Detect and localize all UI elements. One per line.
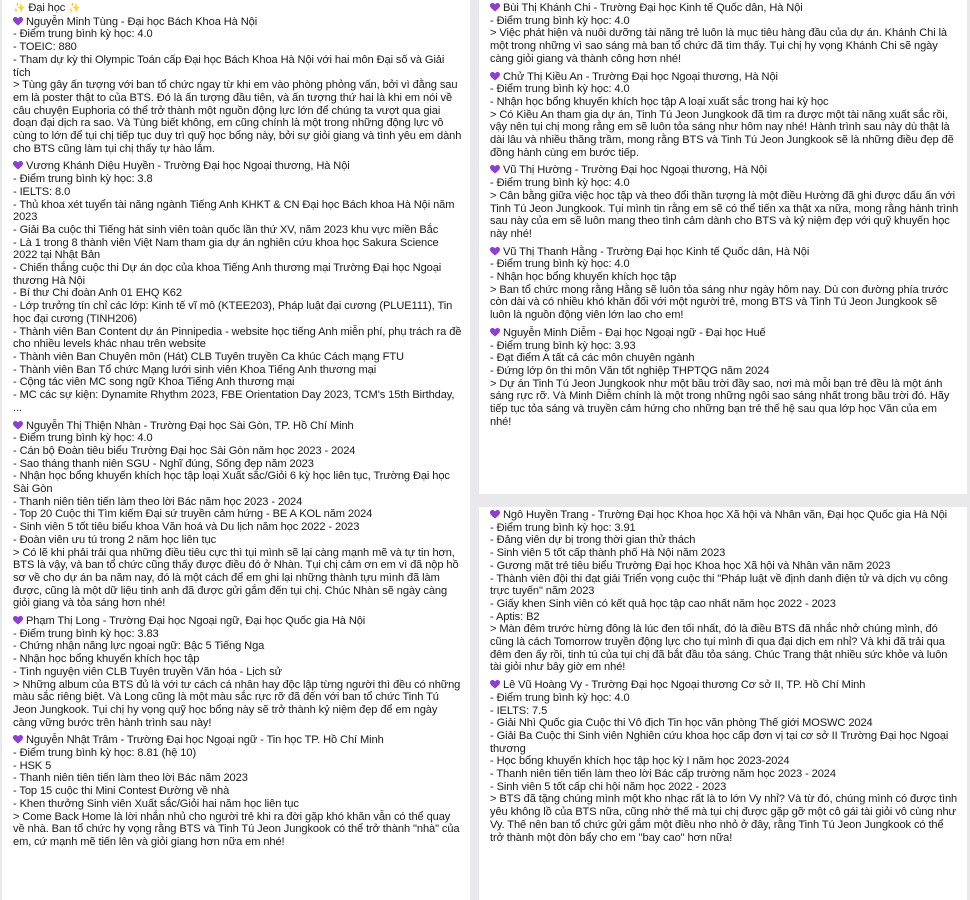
scholar-achievement: - Đứng lớp ôn thi môn Văn tốt nghiệp THPTQG năm 2024 [490, 364, 770, 377]
section-heading [13, 2, 462, 16]
scholar-message: > Có Kiều An tham gia dự án, Tinh Tú Jeon Jungkook đã tìm ra được một tài năng xuất sắc rồi, vậy nên tụi chị mong rằng em sẽ luôn tỏa sáng như hôm nay nhé! Hành trình sau này dù thật là dài lâu và nhiều thăng trầm, mong rằng BTS và Tinh Tú Jeon Jungkook sẽ là những điều đẹp đẽ đồng hành cùng em bước tiếp. [490, 108, 954, 159]
purple-heart-icon [13, 616, 23, 625]
scholar-achievement: - Giải Nhì Quốc gia Cuộc thi Vô địch Tin học văn phòng Thế giới MOSWC 2024 [490, 717, 873, 730]
scholar-name-line [13, 734, 462, 747]
scholar-message: > Ban tổ chức mong rằng Hằng sẽ luôn tỏa sáng như ngày hôm nay. Dù con đường phía trước còn dài và có nhiều khó khăn đối với một người trẻ, mong BTS và Tinh Tú Jeon Jungkook sẽ luôn là nguồn động viên lớn lao cho em! [490, 283, 949, 322]
purple-heart-icon [490, 510, 500, 519]
scholar-name-line [490, 679, 959, 692]
scholar-achievement: - Thanh niên tiên tiến làm theo lời Bác cấp trường năm học 2023 - 2024 [490, 768, 836, 781]
scholar-name: Nguyễn Minh Diễm - Đại học Ngoại ngữ - Đại học Huế [503, 326, 766, 339]
scholar-achievement: - Điểm trung bình kỳ học: 3.91 [490, 521, 636, 534]
scholar-achievement: - Thành viên Ban Tổ chức Mạng lưới sinh viên Khoa Tiếng Anh thương mại [13, 363, 377, 376]
scholar-achievement: - Gương mặt trẻ tiêu biểu Trường Đại học Khoa học Xã hội và Nhân văn năm 2023 [490, 559, 891, 572]
scholar-achievement: - Đoàn viên ưu tú trong 2 năm học liên tục [13, 533, 217, 546]
right-top-post-panel [479, 0, 967, 494]
purple-heart-icon [13, 17, 23, 26]
scholar-name: Lê Vũ Hoàng Vy - Trường Đại học Ngoại thương Cơ sở II, TP. Hồ Chí Minh [503, 679, 866, 692]
scholar-name: Phạm Thị Long - Trường Đại học Ngoại ngữ, Đại học Quốc gia Hà Nội [26, 615, 366, 628]
scholar-achievement: - HSK 5 [13, 759, 52, 772]
scholar-name-line [13, 16, 462, 29]
purple-heart-icon [13, 421, 23, 430]
scholar-entry [490, 509, 959, 674]
scholar-entry [490, 164, 959, 240]
scholar-achievement: - Đạt điểm A tất cả các môn chuyên ngành [490, 352, 695, 365]
scholar-message: > Tùng gây ấn tượng với ban tổ chức ngay từ khi em vào phòng phỏng vấn, bởi vì đằng sau em là poster thật to của BTS. Đó là ấn tượng đầu tiên, và ấn tượng thứ hai là khi em nói về câu chuyện Euphoria có thể trở thành một nguồn động lực lớn để chúng ta vượt qua giai đoạn đại dịch ra sao. Và Tùng biết không, em cũng chính là một trong những động lực vô cùng to lớn để tụi chị tiếp tục duy trì quỹ học bổng này, bởi sự giỏi giang và tình yêu em dành cho BTS cũng làm tụi chị thấy tự hào lắm. [13, 79, 462, 155]
scholar-name: Nguyễn Thị Thiện Nhàn - Trường Đại học Sài Gòn, TP. Hồ Chí Minh [26, 419, 354, 432]
scholar-achievement: - Nhận học bổng khuyến khích học tập [490, 271, 677, 284]
scholar-entry [13, 16, 462, 156]
scholar-name: Ngô Huyền Trang - Trường Đại học Khoa học Xã hội và Nhân văn, Đại học Quốc gia Hà Nội [503, 509, 948, 521]
scholar-name-line [490, 71, 959, 84]
scholar-achievement: - Điểm trung bình kỳ học: 4.0 [13, 432, 153, 445]
scholar-name: Vũ Thị Thanh Hằng - Trường Đại học Kinh tế Quốc dân, Hà Nội [503, 245, 810, 258]
scholar-achievement: - Top 15 cuộc thi Mini Contest Đường về nhà [13, 785, 230, 798]
scholar-achievement: - Aptis: B2 [490, 610, 540, 623]
scholar-name: Nguyễn Minh Tùng - Đại học Bách Khoa Hà Nội [26, 15, 258, 28]
purple-heart-icon [490, 247, 500, 256]
purple-heart-icon [13, 735, 23, 744]
scholar-achievement: - Tình nguyện viên CLB Tuyên truyền Văn hóa - Lịch sử [13, 665, 282, 678]
scholar-achievement: - Khen thưởng Sinh viên Xuất sắc/Giỏi hai năm học liên tục [13, 797, 299, 810]
scholar-achievement: - Thành viên Ban Content dự án Pinnipedia - website học tiếng Anh miễn phí, phụ trách ra đề cho nhiều levels khác nhau trên website [13, 325, 462, 351]
scholar-entry [490, 327, 959, 429]
left-post-panel [2, 0, 470, 900]
scholar-message: > Cân bằng giữa việc học tập và theo đổi thần tượng là một điều Hường đã ghi được dấu ấn với Tinh Tú Jeon Jungkook. Tụi mình tin rằng em sẽ có thể tiến xa thật xa nữa, mong rằng hành trình sau này của em sẽ luôn mang theo tình cảm dành cho BTS và kỷ niệm đẹp với quỹ khuyến học này nhé! [490, 189, 959, 240]
scholar-achievement: - Nhận học bổng khuyến khích học tập [13, 653, 200, 666]
purple-heart-icon [490, 3, 500, 12]
scholar-name-line [13, 420, 462, 433]
scholar-name-line [490, 509, 959, 522]
scholar-entry [490, 246, 959, 322]
scholar-achievement: - Điểm trung bình kỳ học: 3.8 [13, 173, 153, 186]
scholar-entry [490, 679, 959, 844]
scholar-message: > Có lẽ khi phải trải qua những điều tiêu cực thì tụi mình sẽ lại càng mạnh mẽ và tự tin hơn, BTS là vậy, và ban tổ chức cũng thấy được điều đó ở Nhàn. Tụi chị cảm ơn em vì đã nộp hồ sơ về cho dự án ba năm nay, đó là một cách để em ghi lại những thành tựu mình đã làm được, cũng là một dữ liệu tinh anh đã được gửi gắm đến tụi chị. Chúc Nhàn sẽ ngày càng giỏi giang và tỏa sáng hơn nhé! [13, 546, 459, 610]
scholar-achievement: - Cộng tác viên MC song ngữ Khoa Tiếng Anh thương mại [13, 376, 295, 389]
scholar-achievement: - Điểm trung bình kỳ học: 8.81 (hệ 10) [13, 747, 197, 760]
scholar-name-line [490, 2, 959, 15]
scholar-name-line [13, 160, 462, 173]
right-bottom-entries [490, 509, 959, 844]
scholar-entry [13, 734, 462, 848]
scholar-achievement: - Tham dự kỳ thi Olympic Toán cấp Đại học Bách Khoa Hà Nội với hai môn Đại số và Giải tích [13, 53, 445, 79]
scholar-achievement: - Sinh viên 5 tốt tiêu biểu khoa Văn hoá và Du lịch năm học 2022 - 2023 [13, 521, 360, 534]
scholar-achievement: - Điểm trung bình kỳ học: 4.0 [490, 691, 630, 704]
scholar-entry [13, 160, 462, 414]
purple-heart-icon [490, 328, 500, 337]
left-entries [13, 16, 462, 849]
scholar-name: Chử Thị Kiều An - Trường Đại học Ngoại thương, Hà Nội [503, 70, 778, 83]
scholar-achievement: - Sinh viên 5 tốt cấp thành phố Hà Nội năm 2023 [490, 547, 726, 560]
purple-heart-icon [490, 165, 500, 174]
scholar-achievement: - Giải Ba Cuộc thi Sinh viên Nghiên cứu khoa học cấp đơn vị tại cơ sở II Trường Đại học Ngoại thương [490, 729, 949, 755]
scholar-name-line [490, 164, 959, 177]
scholar-message: > Màn đêm trước hừng đông là lúc đen tối nhất, đó là điều BTS đã nhắc nhở chúng mình, đó cũng là cách Tomorrow truyền động lực cho tụi mình đi qua đại dịch em nhỉ? Và khi đã trải qua đêm đen ấy rồi, tinh tú của tụi chị đã bắt đầu tỏa sáng. Chúc Trang thật nhiều sức khỏe và luôn tài giỏi như bây giờ em nhé! [490, 623, 948, 674]
section-heading-text: Đại học [28, 2, 66, 14]
scholar-message: > BTS đã tặng chúng mình một kho nhạc rất là to lớn Vy nhỉ? Và từ đó, chúng mình có được tình yêu không lồ của BTS nữa, cũng nhờ thế mà tụi chị được gặp gỡ một cô gái tài giỏi vô cùng như Vy. Thế nên ban tổ chức gửi gắm một điều nho nhỏ ở đây, rằng Tinh Tú Jeon Jungkook có thể trở thành một đòn bẩy cho em "bay cao" hơn nữa! [490, 793, 958, 844]
scholar-achievement: - Top 20 Cuộc thi Tìm kiếm Đại sứ truyền cảm hứng - BE A KOL năm 2024 [13, 508, 373, 521]
sparkle-icon: ✨ [13, 3, 26, 14]
scholar-achievement: - Học bổng khuyến khích học tập học kỳ I năm học 2023-2024 [490, 755, 790, 768]
scholar-entry [13, 420, 462, 611]
right-top-entries [490, 2, 959, 429]
scholar-entry [490, 2, 959, 66]
scholar-achievement: - Là 1 trong 8 thành viên Việt Nam tham gia dự án nghiên cứu khoa học Sakura Science 2022 tại Nhật Bản [13, 236, 439, 262]
scholar-achievement: - Điểm trung bình kỳ học: 3.83 [13, 627, 159, 640]
scholar-achievement: - Giấy khen Sinh viên có kết quả học tập cao nhất năm học 2022 - 2023 [490, 597, 836, 610]
scholar-achievement: - Sao tháng thanh niên SGU - Nghĩ đúng, Sống đẹp năm 2023 [13, 457, 314, 470]
scholar-message: > Come Back Home là lời nhắn nhủ cho người trẻ khi ra đời gặp khó khăn vẫn có thể quay về nhà. Ban tổ chức hy vọng rằng BTS và Tinh Tú Jeon Jungkook có thể trở thành "nhà" của em, cứ mạnh mẽ tiến lên và giỏi giang hơn nữa em nhé! [13, 810, 460, 848]
scholar-message: > Dự án Tinh Tú Jeon Jungkook như một bầu trời đầy sao, nơi mà mỗi bạn trẻ đều là một ánh sáng rực rỡ. Và Minh Diễm chính là một trong những ngôi sao sáng nhất trong bầu trời đó. Hãy tiếp tục tỏa sáng và truyền cảm hứng cho những bạn trẻ thế hệ sau qua lớp học Văn của em nhé! [490, 377, 950, 428]
scholar-achievement: - Thành viên đội thi đạt giải Triển vọng cuộc thi "Pháp luật về định danh điện tử và dịch vụ công trực tuyến" năm 2023 [490, 572, 948, 598]
scholar-achievement: - IELTS: 7.5 [490, 704, 548, 717]
scholar-name-line [13, 615, 462, 628]
scholar-achievement: - Sinh viên 5 tốt cấp chi hội năm học 2022 - 2023 [490, 780, 727, 793]
scholar-achievement: - IELTS: 8.0 [13, 185, 71, 198]
scholar-name: Bùi Thị Khánh Chi - Trường Đại học Kinh tế Quốc dân, Hà Nội [503, 2, 803, 14]
scholar-achievement: - Thủ khoa xét tuyển tài năng ngành Tiếng Anh KHKT & CN Đại học Bách khoa Hà Nội năm 2023 [13, 198, 455, 224]
scholar-achievement: - Nhận học bổng khuyến khích học tập loại Xuất sắc/Giỏi 6 kỳ học liên tục, Trường Đại học Sài Gòn [13, 470, 450, 496]
scholar-achievement: - Thành viên Ban Chuyên môn (Hát) CLB Tuyên truyền Ca khúc Cách mạng FTU [13, 350, 404, 363]
scholar-achievement: - Lớp trưởng tín chỉ các lớp: Kinh tế vĩ mô (KTEE203), Pháp luật đại cương (PLUE111), Tin học đại cương (TINH206) [13, 300, 453, 325]
scholar-achievement: - Thanh niên tiên tiến làm theo lời Bác năm 2023 [13, 772, 248, 785]
scholar-achievement: - Điểm trung bình kỳ học: 4.0 [490, 177, 630, 190]
scholar-name-line [490, 327, 959, 340]
scholar-achievement: - Thanh niên tiên tiến làm theo lời Bác năm học 2023 - 2024 [13, 495, 303, 508]
scholar-entry [13, 615, 462, 729]
scholar-name: Vương Khánh Diệu Huyền - Trường Đại học Ngoại thương, Hà Nội [26, 160, 350, 173]
scholar-achievement: - Bí thư Chi đoàn Anh 01 EHQ K62 [13, 287, 182, 300]
scholar-achievement: - Điểm trung bình kỳ học: 4.0 [490, 83, 630, 96]
scholar-name: Vũ Thị Hường - Trường Đại học Ngoại thương, Hà Nội [503, 164, 767, 177]
scholar-name-line [490, 246, 959, 259]
right-bottom-post-panel [479, 507, 967, 900]
scholar-name: Nguyễn Nhật Trâm - Trường Đại học Ngoại ngữ - Tin học TP. Hồ Chí Minh [26, 734, 384, 747]
scholar-entry [490, 71, 959, 160]
scholar-achievement: - Cán bộ Đoàn tiêu biểu Trường Đại học Sài Gòn năm học 2023 - 2024 [13, 444, 356, 457]
purple-heart-icon [490, 680, 500, 689]
scholar-achievement: - MC các sự kiện: Dynamite Rhythm 2023, FBE Orientation Day 2023, TCM's 15th Birthday, ... [13, 389, 455, 414]
scholar-achievement: - Điểm trung bình kỳ học: 4.0 [490, 14, 630, 27]
scholar-achievement: - Đảng viên dự bị trong thời gian thử thách [490, 534, 696, 547]
sparkle-icon: ✨ [68, 3, 81, 14]
purple-heart-icon [490, 72, 500, 81]
scholar-achievement: - Chứng nhận năng lực ngoại ngữ: Bậc 5 Tiếng Nga [13, 640, 265, 653]
scholar-achievement: - Điểm trung bình kỳ học: 3.93 [490, 339, 636, 352]
scholar-message: > Những album của BTS đủ là với tư cách cá nhân hay độc lập từng người thì đều có những màu sắc riêng biệt. Và Long cũng là một màu sắc rực rỡ đã đến với ban tổ chức Tinh Tú Jeon Jungkook. Tụi chị hy vọng quỹ học bổng này sẽ trở thành kỷ niệm đẹp để em ngày càng vững bước trên hành trình sau này! [13, 678, 461, 729]
scholar-achievement: - Nhận học bổng khuyến khích học tập A loại xuất sắc trong hai kỳ học [490, 95, 829, 108]
scholar-message: > Việc phát hiện và nuôi dưỡng tài năng trẻ luôn là mục tiêu hàng đầu của dự án. Khánh Chi là một trong những vì sao sáng mà ban tổ chức đã tìm thấy. Tụi chị hy vọng Khánh Chi sẽ ngày càng giỏi giang và thành công hơn nhé! [490, 27, 948, 65]
scholar-achievement: - Điểm trung bình kỳ học: 4.0 [13, 28, 153, 41]
scholar-achievement: - Chiến thắng cuộc thi Dự án dọc của khoa Tiếng Anh thương mại Trường Đại học Ngoại thương Hà Nội [13, 262, 442, 287]
scholar-achievement: - TOEIC: 880 [13, 41, 77, 54]
scholar-achievement: - Điểm trung bình kỳ học: 4.0 [490, 258, 630, 271]
purple-heart-icon [13, 161, 23, 170]
scholar-achievement: - Giải Ba cuộc thi Tiếng hát sinh viên toàn quốc lần thứ XV, năm 2023 khu vực miền Bắc [13, 223, 439, 236]
